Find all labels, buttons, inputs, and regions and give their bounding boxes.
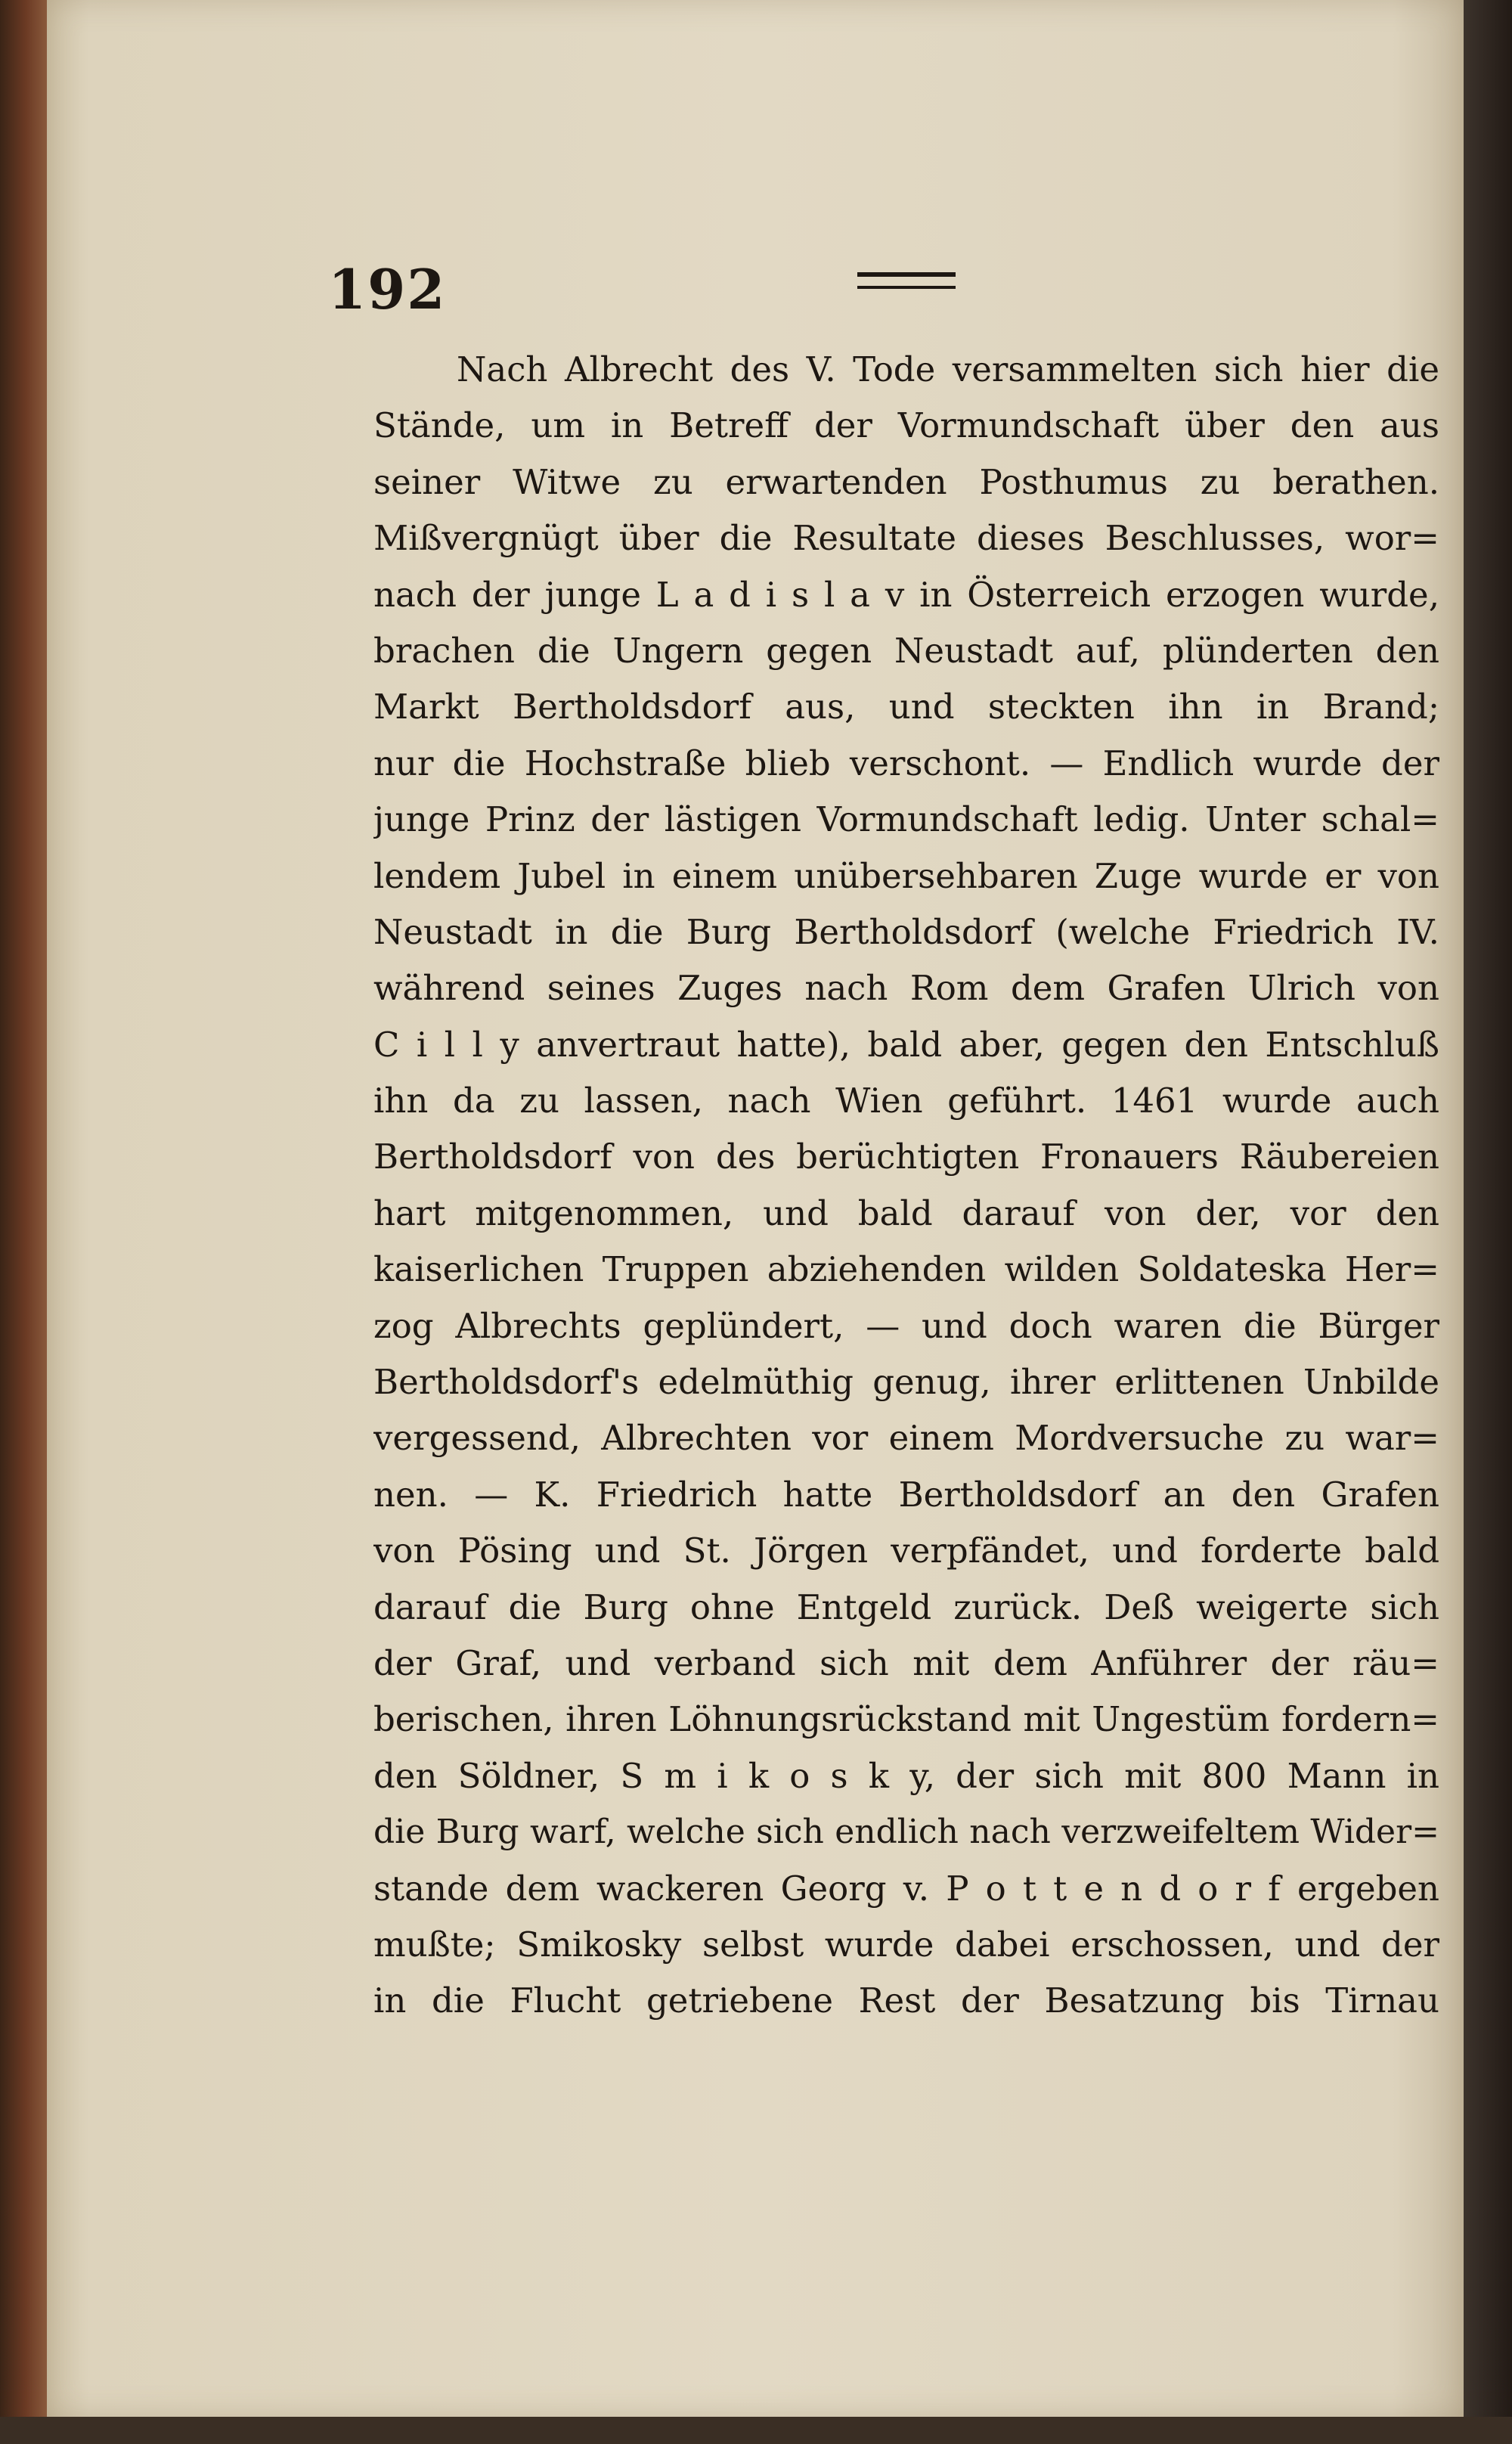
book-page bbox=[47, 0, 1464, 2417]
text-line: nach der junge L a d i s l a v in Österreich erzogen wurde, bbox=[373, 574, 1439, 615]
text-line: in die Flucht getriebene Rest der Besatzung bis Tirnau bbox=[373, 1980, 1439, 2021]
text-line: Neustadt in die Burg Bertholdsdorf (welche Friedrich IV. bbox=[373, 911, 1439, 952]
text-line: nur die Hochstraße blieb verschont. — Endlich wurde der bbox=[373, 743, 1439, 783]
text-line: Bertholdsdorf von des berüchtigten Fronauers Räubereien bbox=[373, 1137, 1439, 1177]
text-line: hart mitgenommen, und bald darauf von der, vor den bbox=[373, 1193, 1439, 1233]
body-text bbox=[373, 342, 1439, 2030]
text-line: vergessend, Albrechten vor einem Mordversuche zu war= bbox=[373, 1418, 1439, 1459]
text-line: seiner Witwe zu erwartenden Posthumus zu berathen. bbox=[373, 461, 1439, 502]
text-line: zog Albrechts geplündert, — und doch waren die Bürger bbox=[373, 1305, 1439, 1346]
text-line: kaiserlichen Truppen abziehenden wilden Soldateska Her= bbox=[373, 1249, 1439, 1290]
text-line: nen. — K. Friedrich hatte Bertholdsdorf an den Grafen bbox=[373, 1474, 1439, 1515]
text-line: der Graf, und verband sich mit dem Anführer der räu= bbox=[373, 1642, 1439, 1683]
text-line: die Burg warf, welche sich endlich nach verzweifeltem Wider= bbox=[373, 1813, 1439, 1852]
text-line: lendem Jubel in einem unübersehbaren Zuge wurde er von bbox=[373, 855, 1439, 896]
text-line: mußte; Smikosky selbst wurde dabei erschossen, und der bbox=[373, 1924, 1439, 1965]
text-line: darauf die Burg ohne Entgeld zurück. Deß weigerte sich bbox=[373, 1586, 1439, 1627]
text-line: Mißvergnügt über die Resultate dieses Beschlusses, wor= bbox=[373, 518, 1439, 559]
text-line: während seines Zuges nach Rom dem Grafen Ulrich von bbox=[373, 968, 1439, 1009]
text-line: Markt Bertholdsdorf aus, und steckten ihn in Brand; bbox=[373, 687, 1439, 727]
text-line: Bertholdsdorf's edelmüthig genug, ihrer erlittenen Unbilde bbox=[373, 1362, 1439, 1403]
text-line: den Söldner, S m i k o s k y, der sich mit 800 Mann in bbox=[373, 1755, 1439, 1796]
text-line: ihn da zu lassen, nach Wien geführt. 1461 wurde auch bbox=[373, 1081, 1439, 1121]
book-bottom-edge bbox=[0, 2417, 1512, 2444]
text-line: brachen die Ungern gegen Neustadt auf, plünderten den bbox=[373, 630, 1439, 671]
header-rule bbox=[857, 272, 956, 289]
text-line: Stände, um in Betreff der Vormundschaft über den aus bbox=[373, 405, 1439, 446]
text-line: Nach Albrecht des V. Tode versammelten sich hier die bbox=[457, 349, 1439, 389]
text-line: stande dem wackeren Georg v. P o t t e n d o r f ergeben bbox=[373, 1868, 1439, 1909]
text-line: C i l l y anvertraut hatte), bald aber, gegen den Entschluß bbox=[373, 1024, 1439, 1065]
book-spine-edge bbox=[0, 0, 47, 2444]
page-number: 192 bbox=[328, 257, 447, 321]
text-line: von Pösing und St. Jörgen verpfändet, und forderte bald bbox=[373, 1531, 1439, 1571]
text-line: berischen, ihren Löhnungsrückstand mit Ungestüm fordern= bbox=[373, 1699, 1439, 1740]
book-right-edge bbox=[1464, 0, 1512, 2444]
text-line: junge Prinz der lästigen Vormundschaft ledig. Unter schal= bbox=[373, 799, 1439, 840]
